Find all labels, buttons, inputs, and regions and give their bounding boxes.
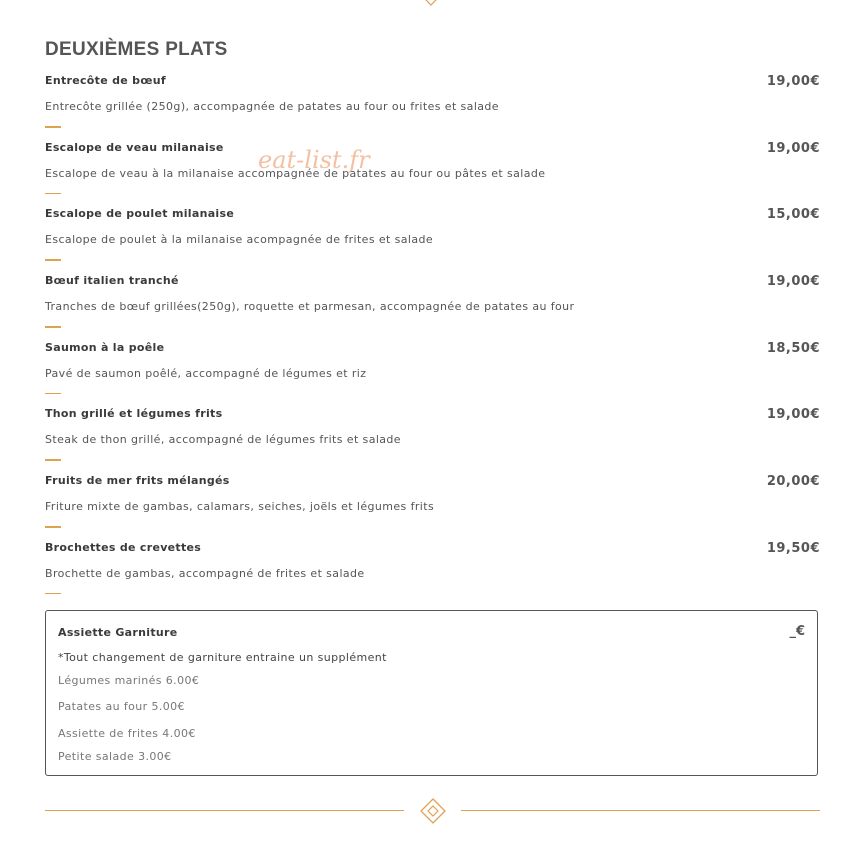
menu-item <box>45 274 820 341</box>
menu-item <box>45 341 820 408</box>
item-description: Tranches de bœuf grillées(250g), roquette et parmesan, accompagnée de patates au four <box>45 300 575 314</box>
garniture-option: Patates au four 5.00€ <box>58 700 185 713</box>
menu-list <box>45 74 820 608</box>
item-name: Thon grillé et légumes frits <box>45 407 223 421</box>
menu-item <box>45 141 820 208</box>
item-divider <box>45 526 61 528</box>
garniture-option: Assiette de frites 4.00€ <box>58 727 196 740</box>
diamond-ornament-icon <box>419 797 447 825</box>
garniture-price: _€ <box>789 624 805 639</box>
item-description: Brochette de gambas, accompagné de frites et salade <box>45 566 365 580</box>
item-price: 20,00€ <box>766 474 820 490</box>
menu-item <box>45 74 820 141</box>
item-divider <box>45 593 61 595</box>
item-name: Escalope de veau milanaise <box>45 140 224 154</box>
item-price: 19,00€ <box>766 140 820 156</box>
item-divider <box>45 193 61 195</box>
menu-item <box>45 474 820 541</box>
item-price: 19,50€ <box>766 540 820 556</box>
section-title: DEUXIÈMES PLATS <box>45 39 228 60</box>
menu-item <box>45 207 820 274</box>
item-description: Escalope de poulet à la milanaise acompagnée de frites et salade <box>45 233 434 247</box>
item-price: 19,00€ <box>766 407 820 423</box>
item-divider <box>45 259 61 261</box>
item-name: Brochettes de crevettes <box>45 540 202 554</box>
item-name: Bœuf italien tranché <box>45 274 179 288</box>
item-name: Saumon à la poêle <box>45 340 165 354</box>
watermark-text: eat-list.fr <box>258 146 370 174</box>
bottom-divider-left <box>45 810 404 811</box>
garniture-option: Petite salade 3.00€ <box>58 750 172 763</box>
item-divider <box>45 393 61 395</box>
garniture-title: Assiette Garniture <box>58 626 178 639</box>
garniture-option: Légumes marinés 6.00€ <box>58 674 200 687</box>
item-name: Escalope de poulet milanaise <box>45 207 235 221</box>
item-divider <box>45 459 61 461</box>
item-price: 15,00€ <box>766 207 820 223</box>
bottom-divider-right <box>461 810 820 811</box>
item-name: Entrecôte de bœuf <box>45 74 166 87</box>
item-description: Friture mixte de gambas, calamars, seiches, joëls et légumes frits <box>45 500 435 514</box>
item-description: Steak de thon grillé, accompagné de légumes frits et salade <box>45 433 401 447</box>
item-divider <box>45 126 61 128</box>
item-price: 19,00€ <box>766 274 820 290</box>
garniture-box <box>45 610 818 776</box>
menu-item <box>45 407 820 474</box>
item-divider <box>45 326 61 328</box>
item-name: Fruits de mer frits mélangés <box>45 474 230 488</box>
item-price: 19,00€ <box>766 74 820 89</box>
diamond-ornament-icon <box>424 0 438 6</box>
item-price: 18,50€ <box>766 340 820 356</box>
menu-item <box>45 541 820 608</box>
item-description: Entrecôte grillée (250g), accompagnée de patates au four ou frites et salade <box>45 100 499 113</box>
item-description: Pavé de saumon poêlé, accompagné de légumes et riz <box>45 366 367 380</box>
item-description: Escalope de veau à la milanaise accompagnée de patates au four ou pâtes et salade <box>45 166 546 180</box>
garniture-note: *Tout changement de garniture entraine un supplément <box>58 651 387 664</box>
